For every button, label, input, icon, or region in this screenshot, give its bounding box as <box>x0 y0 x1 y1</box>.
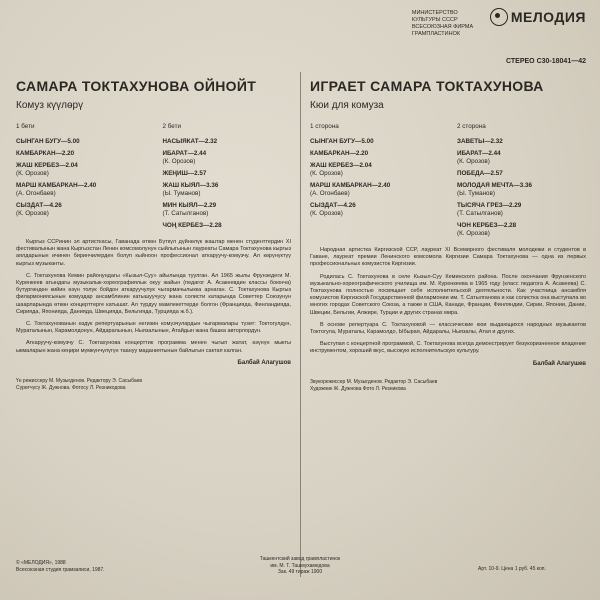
track-composer: (К. Орозов) <box>310 170 343 177</box>
kyrgyz-signature: Балбай Алагушов <box>237 359 291 366</box>
track-title: СЫЗДАТ—4.26 <box>310 202 356 209</box>
track-composer: (К. Орозов) <box>457 158 490 165</box>
side-heading: 1 бети <box>16 123 35 130</box>
ministry-text: МИНИСТЕРСТВО КУЛЬТУРЫ СССР ВСЕСОЮЗНАЯ ФИРМА ГРАМПЛАСТИНОК <box>411 10 474 37</box>
column-divider <box>300 72 301 577</box>
kyrgyz-credits: Үн режиссеру М. Музыгденов. Редактору Э. Сасыбаев Сүрөтчүсү Ж. Дужнова. Фотосу Л. Резникодова <box>16 377 143 391</box>
track-composer: (Т. Сатылганов) <box>457 210 503 217</box>
track-title: СЫНГАН БУГУ—5.00 <box>16 138 80 145</box>
track-composer: (Т. Сатылганов) <box>162 210 209 217</box>
track-title: ЧОН КЕРБЕЗ—2.28 <box>457 222 517 229</box>
track-title: СЫНГАН БУГУ—5.00 <box>310 138 374 145</box>
track-composer: (К. Орозов) <box>162 158 196 165</box>
bio-paragraph: С. Токтахунованын өздүк репертуарынын негизин комузчулардын чыгармалары түзөт: Токтогулдун, Мураталынын, Карамолдонун, Айдаралынын, Ныязалынын, Атайдын жана башка авторлордун. <box>16 321 291 335</box>
kyrgyz-title: САМАРА ТОКТАХУНОВА ОЙНОЙТ <box>16 78 257 94</box>
russian-side-2 <box>457 123 586 237</box>
track-title: МАРШ КАМБАРКАН—2.40 <box>310 182 391 189</box>
track-composer: (А. Огонбаев) <box>16 190 56 197</box>
catalog-number: СТЕРЕО С30-18041—42 <box>506 58 586 65</box>
track-composer: (К. Орозов) <box>310 210 343 217</box>
russian-subtitle: Кюи для комуза <box>310 100 384 111</box>
track-title: ЖАШ КЫЯЛ—3.36 <box>162 182 219 189</box>
price: Арт. 10-9. Цена 1 руб. 45 коп. <box>478 566 546 572</box>
track-title: НАСЫЯКАТ—2.32 <box>162 138 218 145</box>
track-composer: (Ы. Туманов) <box>457 190 495 197</box>
kyrgyz-side-1 <box>16 123 145 229</box>
bio-paragraph: Народная артистка Киргизской ССР, лауреат XI Всемирного фестиваля молодежи и студентов в Гаване, лауреат премии Ленинского комсомола Киргизии Самара Токтахунова — одна из первых профессиональных комузисток Киргизии. <box>310 247 586 268</box>
track-title: ИБАРАТ—2.44 <box>162 150 207 157</box>
kyrgyz-tracklist <box>16 123 291 229</box>
track-composer: (А. Огонбаев) <box>310 190 350 197</box>
russian-biography <box>310 247 586 356</box>
russian-credits: Звукорежиссер М. Музыгденов. Редактор Э. Сасыбаев Художник Ж. Дужнова Фото Л. Резникова <box>310 378 438 392</box>
russian-side-1 <box>310 123 439 237</box>
bio-paragraph: Аткаруучу-комузчу С. Токтахунова концерттик программа менен чыгып жатат, өзүнүн мыкты ыкмаларын жана кеңири мүмкүнчүлүгүн таануу маданиятынын байлыгын сактап калган. <box>16 340 291 354</box>
track-composer: (К. Орозов) <box>16 170 49 177</box>
bio-paragraph: Родилась С. Токтахунова в селе Кызыл-Суу Кеминского района. После окончания Фрунзенского музыкально-хореографического училища им. М. Куренкеева в 1965 году (класс педагога А. Асакеева) С. Токтахунова полностью посвящает себя исполнительской деятельности. Как участница ансамбля комузистов Киргизской Государственной филармонии им. Т. Сатылганова и как солистка она выступала во многих городах Советского Союза, а также в США, Канаде, Франции, Финляндии, Сирии, Японии, Дании, Швеции, Бельгии, Алжире, Турции и других странах мира. <box>310 273 586 316</box>
track-title: ПОБЕДА—2.57 <box>457 170 503 177</box>
track-title: СЫЗДАТ—4.26 <box>16 202 62 209</box>
side-heading: 1 сторона <box>310 123 339 130</box>
track-composer: (К. Орозов) <box>457 230 490 237</box>
track-title: КАМБАРКАН—2.20 <box>16 150 75 157</box>
kyrgyz-subtitle: Комуз күүлөрү <box>16 100 84 111</box>
track-title: ИБАРАТ—2.44 <box>457 150 501 157</box>
track-title: ЗАВЕТЫ—2.32 <box>457 138 503 145</box>
bio-paragraph: Выступая с концертной программой, С. Токтахунова всегда демонстрирует безукоризненное владение инструментом, хороший вкус, высокую исполнительскую культуру. <box>310 341 586 355</box>
kyrgyz-side-2 <box>163 123 292 229</box>
label-name: МЕЛОДИЯ <box>510 9 586 25</box>
bio-paragraph: Кыргыз ССРинин эл артисткасы, Гаванада өткөн Бүткүл дүйнөлүк жаштар менен студенттердин XI фестивалынын жана Кыргызстан Ленин комсомолунун сыйлыгынын лауреаты Самара Токтахунова кыргыз аялдарынын ичинен биринчилерден болуп кыйноон профессионал аткаруучу-комузчу. Ал көрүнүктүү кыргыз музыканты. <box>16 239 291 267</box>
track-composer: (Ы. Туманов) <box>162 190 201 197</box>
russian-tracklist <box>310 123 586 237</box>
russian-signature: Балбай Алагушев <box>532 360 586 367</box>
kyrgyz-biography <box>16 239 291 355</box>
track-title: КАМБАРКАН—2.20 <box>310 150 369 157</box>
melodiya-logo <box>490 8 586 26</box>
kyrgyz-column <box>16 78 291 392</box>
manufacturer: Ташкентский завод грампластинок им. М. Т. Ташмухамедова Зак. 49 тираж 1900 <box>259 556 341 575</box>
russian-column <box>310 78 586 393</box>
copyright: © «МЕЛОДИЯ», 1988 Всесоюзная студия грамзаписи, 1987. <box>16 560 105 573</box>
track-title: ЖЕҢИШ—2.57 <box>162 170 207 177</box>
bio-paragraph: С. Токтахунова Кемин районундагы «Кызыл-Суу» айылында туулган. Ал 1965 жылы Фрунзедеги М. Куренкеев атындагы музыкалык-хореографиялык окуу жайын (педагог А. Асакеевдин классы боюнча) бүтүргөндөн кийин өзүн толук бойдон аткаруучулук чыгармачылыкка арнаган. С. Токтахунова Кыргыз филармониясынын комуздар ансамблинин катышуучусу жана солисти катарында Советтер Союзунун шаарларында өткөн концерттерге катышат. Ал түрдүү мамлекеттерде болгон (Францияда, Финландияда, Сирияда, Японияда, Данияда, Швецияда, Бельгияда, Турцияда ж.б.). <box>16 272 291 315</box>
track-title: МАРШ КАМБАРКАН—2.40 <box>16 182 97 189</box>
label-header <box>412 8 586 38</box>
track-title: МОЛОДАЯ МЕЧТА—3.36 <box>457 182 532 189</box>
bio-paragraph: В основе репертуара С. Токтахуновой — классические кюи выдающихся народных музыкантов Токтогула, Мураталы, Карамолдо, Ыбырая, Айдаралы, Ныязалы, Атая и других. <box>310 321 586 336</box>
melodiya-logo-icon <box>490 8 508 26</box>
track-title: ЖАШ КЕРБЕЗ—2.04 <box>310 162 372 169</box>
track-composer: (К. Орозов) <box>16 210 49 217</box>
side-heading: 2 бети <box>162 123 181 130</box>
track-title: ЧОҢ КЕРБЕЗ—2.28 <box>162 222 222 229</box>
track-title: МИН КЫЯЛ—2.29 <box>162 202 217 209</box>
track-title: ЖАШ КЕРБЕЗ—2.04 <box>16 162 78 169</box>
track-title: ТЫСЯЧА ГРЕЗ—2.29 <box>457 202 522 209</box>
russian-title: ИГРАЕТ САМАРА ТОКТАХУНОВА <box>310 78 544 94</box>
side-heading: 2 сторона <box>457 123 486 130</box>
